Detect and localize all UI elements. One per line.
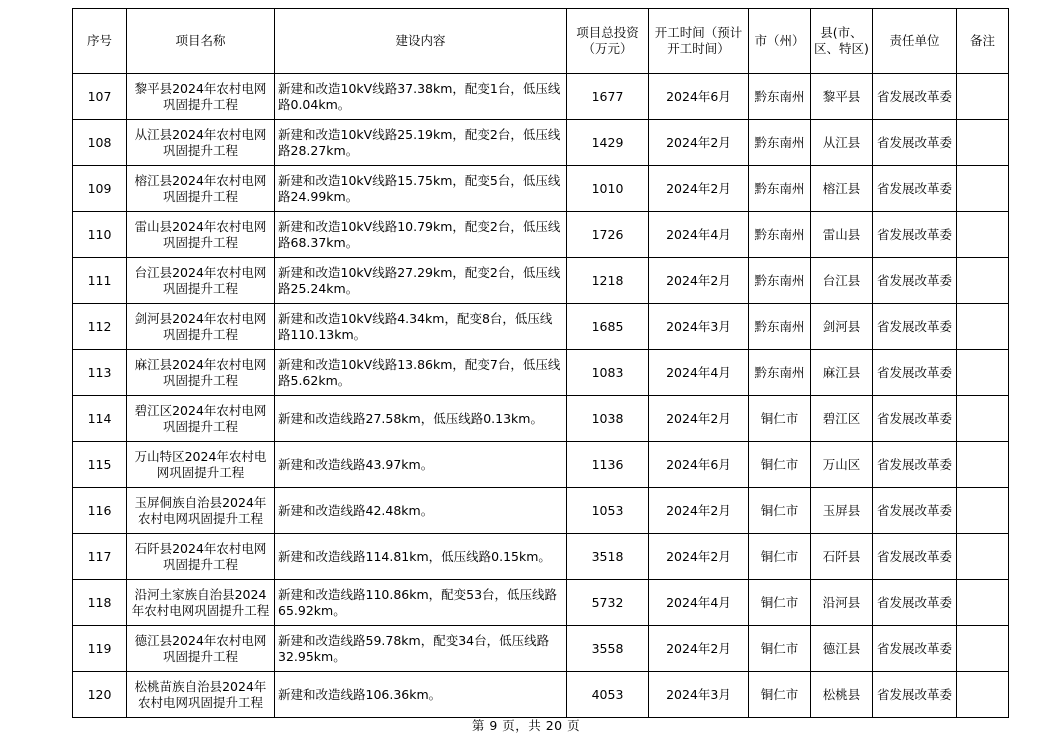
cell-project-name: 麻江县2024年农村电网巩固提升工程 bbox=[127, 350, 275, 396]
cell-remark bbox=[957, 396, 1009, 442]
cell-responsible-unit: 省发展改革委 bbox=[873, 304, 957, 350]
cell-project-name: 石阡县2024年农村电网巩固提升工程 bbox=[127, 534, 275, 580]
cell-remark bbox=[957, 534, 1009, 580]
cell-construction-content: 新建和改造10kV线路10.79km，配变2台，低压线路68.37km。 bbox=[275, 212, 567, 258]
column-header-start-time: 开工时间（预计开工时间） bbox=[649, 9, 749, 74]
project-table bbox=[72, 8, 1009, 718]
cell-county: 松桃县 bbox=[811, 672, 873, 718]
cell-responsible-unit: 省发展改革委 bbox=[873, 120, 957, 166]
cell-total-investment: 5732 bbox=[567, 580, 649, 626]
cell-project-name: 碧江区2024年农村电网巩固提升工程 bbox=[127, 396, 275, 442]
table-row bbox=[73, 212, 1009, 258]
cell-start-time: 2024年3月 bbox=[649, 304, 749, 350]
cell-construction-content: 新建和改造10kV线路13.86km，配变7台，低压线路5.62km。 bbox=[275, 350, 567, 396]
table-row bbox=[73, 534, 1009, 580]
cell-project-name: 万山特区2024年农村电网巩固提升工程 bbox=[127, 442, 275, 488]
cell-city: 黔东南州 bbox=[749, 74, 811, 120]
cell-seq: 109 bbox=[73, 166, 127, 212]
cell-total-investment: 1726 bbox=[567, 212, 649, 258]
cell-total-investment: 4053 bbox=[567, 672, 649, 718]
cell-responsible-unit: 省发展改革委 bbox=[873, 626, 957, 672]
cell-seq: 115 bbox=[73, 442, 127, 488]
cell-responsible-unit: 省发展改革委 bbox=[873, 212, 957, 258]
cell-county: 麻江县 bbox=[811, 350, 873, 396]
cell-total-investment: 3558 bbox=[567, 626, 649, 672]
cell-remark bbox=[957, 442, 1009, 488]
cell-responsible-unit: 省发展改革委 bbox=[873, 396, 957, 442]
cell-remark bbox=[957, 166, 1009, 212]
cell-construction-content: 新建和改造10kV线路15.75km，配变5台，低压线路24.99km。 bbox=[275, 166, 567, 212]
cell-seq: 113 bbox=[73, 350, 127, 396]
cell-construction-content: 新建和改造线路114.81km，低压线路0.15km。 bbox=[275, 534, 567, 580]
cell-remark bbox=[957, 74, 1009, 120]
table-row bbox=[73, 120, 1009, 166]
cell-seq: 107 bbox=[73, 74, 127, 120]
cell-construction-content: 新建和改造线路27.58km，低压线路0.13km。 bbox=[275, 396, 567, 442]
cell-city: 铜仁市 bbox=[749, 488, 811, 534]
cell-seq: 120 bbox=[73, 672, 127, 718]
table-row bbox=[73, 396, 1009, 442]
cell-start-time: 2024年6月 bbox=[649, 442, 749, 488]
cell-city: 铜仁市 bbox=[749, 626, 811, 672]
cell-construction-content: 新建和改造线路59.78km，配变34台，低压线路32.95km。 bbox=[275, 626, 567, 672]
cell-remark bbox=[957, 626, 1009, 672]
cell-project-name: 松桃苗族自治县2024年农村电网巩固提升工程 bbox=[127, 672, 275, 718]
cell-total-investment: 1218 bbox=[567, 258, 649, 304]
cell-city: 黔东南州 bbox=[749, 258, 811, 304]
cell-seq: 108 bbox=[73, 120, 127, 166]
cell-county: 雷山县 bbox=[811, 212, 873, 258]
column-header-city: 市（州） bbox=[749, 9, 811, 74]
cell-total-investment: 1053 bbox=[567, 488, 649, 534]
cell-remark bbox=[957, 672, 1009, 718]
column-header-project-name: 项目名称 bbox=[127, 9, 275, 74]
cell-project-name: 玉屏侗族自治县2024年农村电网巩固提升工程 bbox=[127, 488, 275, 534]
cell-responsible-unit: 省发展改革委 bbox=[873, 672, 957, 718]
cell-remark bbox=[957, 304, 1009, 350]
column-header-responsible-unit: 责任单位 bbox=[873, 9, 957, 74]
cell-responsible-unit: 省发展改革委 bbox=[873, 488, 957, 534]
cell-seq: 111 bbox=[73, 258, 127, 304]
cell-total-investment: 1429 bbox=[567, 120, 649, 166]
cell-start-time: 2024年6月 bbox=[649, 74, 749, 120]
cell-total-investment: 1136 bbox=[567, 442, 649, 488]
table-row bbox=[73, 488, 1009, 534]
cell-responsible-unit: 省发展改革委 bbox=[873, 442, 957, 488]
cell-remark bbox=[957, 350, 1009, 396]
cell-construction-content: 新建和改造10kV线路37.38km，配变1台，低压线路0.04km。 bbox=[275, 74, 567, 120]
cell-county: 万山区 bbox=[811, 442, 873, 488]
table-row bbox=[73, 166, 1009, 212]
cell-county: 德江县 bbox=[811, 626, 873, 672]
cell-seq: 112 bbox=[73, 304, 127, 350]
cell-total-investment: 1038 bbox=[567, 396, 649, 442]
column-header-seq: 序号 bbox=[73, 9, 127, 74]
cell-project-name: 榕江县2024年农村电网巩固提升工程 bbox=[127, 166, 275, 212]
cell-county: 从江县 bbox=[811, 120, 873, 166]
cell-responsible-unit: 省发展改革委 bbox=[873, 74, 957, 120]
cell-city: 铜仁市 bbox=[749, 534, 811, 580]
cell-remark bbox=[957, 120, 1009, 166]
table-row bbox=[73, 258, 1009, 304]
cell-start-time: 2024年2月 bbox=[649, 534, 749, 580]
cell-county: 榕江县 bbox=[811, 166, 873, 212]
cell-city: 黔东南州 bbox=[749, 212, 811, 258]
cell-city: 黔东南州 bbox=[749, 166, 811, 212]
cell-responsible-unit: 省发展改革委 bbox=[873, 258, 957, 304]
cell-construction-content: 新建和改造线路106.36km。 bbox=[275, 672, 567, 718]
cell-county: 玉屏县 bbox=[811, 488, 873, 534]
cell-county: 石阡县 bbox=[811, 534, 873, 580]
cell-seq: 116 bbox=[73, 488, 127, 534]
table-row bbox=[73, 672, 1009, 718]
cell-start-time: 2024年2月 bbox=[649, 626, 749, 672]
cell-total-investment: 3518 bbox=[567, 534, 649, 580]
cell-city: 铜仁市 bbox=[749, 580, 811, 626]
cell-remark bbox=[957, 488, 1009, 534]
table-header bbox=[73, 9, 1009, 74]
cell-start-time: 2024年4月 bbox=[649, 212, 749, 258]
cell-county: 碧江区 bbox=[811, 396, 873, 442]
cell-construction-content: 新建和改造10kV线路25.19km，配变2台，低压线路28.27km。 bbox=[275, 120, 567, 166]
cell-city: 铜仁市 bbox=[749, 396, 811, 442]
table-body bbox=[73, 74, 1009, 718]
cell-remark bbox=[957, 580, 1009, 626]
cell-responsible-unit: 省发展改革委 bbox=[873, 350, 957, 396]
cell-start-time: 2024年2月 bbox=[649, 396, 749, 442]
cell-start-time: 2024年2月 bbox=[649, 488, 749, 534]
table-header-row bbox=[73, 9, 1009, 74]
cell-start-time: 2024年2月 bbox=[649, 166, 749, 212]
cell-project-name: 德江县2024年农村电网巩固提升工程 bbox=[127, 626, 275, 672]
cell-project-name: 从江县2024年农村电网巩固提升工程 bbox=[127, 120, 275, 166]
cell-responsible-unit: 省发展改革委 bbox=[873, 534, 957, 580]
cell-project-name: 剑河县2024年农村电网巩固提升工程 bbox=[127, 304, 275, 350]
cell-project-name: 沿河土家族自治县2024年农村电网巩固提升工程 bbox=[127, 580, 275, 626]
cell-construction-content: 新建和改造10kV线路27.29km，配变2台，低压线路25.24km。 bbox=[275, 258, 567, 304]
cell-responsible-unit: 省发展改革委 bbox=[873, 580, 957, 626]
table-row bbox=[73, 350, 1009, 396]
cell-start-time: 2024年2月 bbox=[649, 120, 749, 166]
cell-construction-content: 新建和改造线路42.48km。 bbox=[275, 488, 567, 534]
cell-city: 黔东南州 bbox=[749, 120, 811, 166]
cell-project-name: 雷山县2024年农村电网巩固提升工程 bbox=[127, 212, 275, 258]
cell-start-time: 2024年4月 bbox=[649, 350, 749, 396]
cell-city: 黔东南州 bbox=[749, 304, 811, 350]
cell-city: 黔东南州 bbox=[749, 350, 811, 396]
cell-total-investment: 1010 bbox=[567, 166, 649, 212]
cell-seq: 110 bbox=[73, 212, 127, 258]
table-row bbox=[73, 442, 1009, 488]
column-header-total-investment: 项目总投资（万元） bbox=[567, 9, 649, 74]
cell-county: 沿河县 bbox=[811, 580, 873, 626]
cell-total-investment: 1685 bbox=[567, 304, 649, 350]
table-row bbox=[73, 74, 1009, 120]
cell-total-investment: 1083 bbox=[567, 350, 649, 396]
cell-start-time: 2024年4月 bbox=[649, 580, 749, 626]
cell-county: 剑河县 bbox=[811, 304, 873, 350]
cell-seq: 117 bbox=[73, 534, 127, 580]
cell-construction-content: 新建和改造线路110.86km，配变53台，低压线路65.92km。 bbox=[275, 580, 567, 626]
page-footer: 第 9 页，共 20 页 bbox=[471, 718, 581, 733]
cell-city: 铜仁市 bbox=[749, 672, 811, 718]
cell-total-investment: 1677 bbox=[567, 74, 649, 120]
column-header-county: 县(市、区、特区) bbox=[811, 9, 873, 74]
column-header-construction-content: 建设内容 bbox=[275, 9, 567, 74]
cell-project-name: 黎平县2024年农村电网巩固提升工程 bbox=[127, 74, 275, 120]
cell-construction-content: 新建和改造线路43.97km。 bbox=[275, 442, 567, 488]
cell-remark bbox=[957, 212, 1009, 258]
table-row bbox=[73, 304, 1009, 350]
table-row bbox=[73, 626, 1009, 672]
cell-start-time: 2024年2月 bbox=[649, 258, 749, 304]
cell-county: 台江县 bbox=[811, 258, 873, 304]
cell-remark bbox=[957, 258, 1009, 304]
cell-seq: 118 bbox=[73, 580, 127, 626]
column-header-remark: 备注 bbox=[957, 9, 1009, 74]
cell-county: 黎平县 bbox=[811, 74, 873, 120]
cell-city: 铜仁市 bbox=[749, 442, 811, 488]
cell-seq: 114 bbox=[73, 396, 127, 442]
cell-responsible-unit: 省发展改革委 bbox=[873, 166, 957, 212]
table-row bbox=[73, 580, 1009, 626]
cell-start-time: 2024年3月 bbox=[649, 672, 749, 718]
cell-construction-content: 新建和改造10kV线路4.34km，配变8台，低压线路110.13km。 bbox=[275, 304, 567, 350]
cell-seq: 119 bbox=[73, 626, 127, 672]
cell-project-name: 台江县2024年农村电网巩固提升工程 bbox=[127, 258, 275, 304]
